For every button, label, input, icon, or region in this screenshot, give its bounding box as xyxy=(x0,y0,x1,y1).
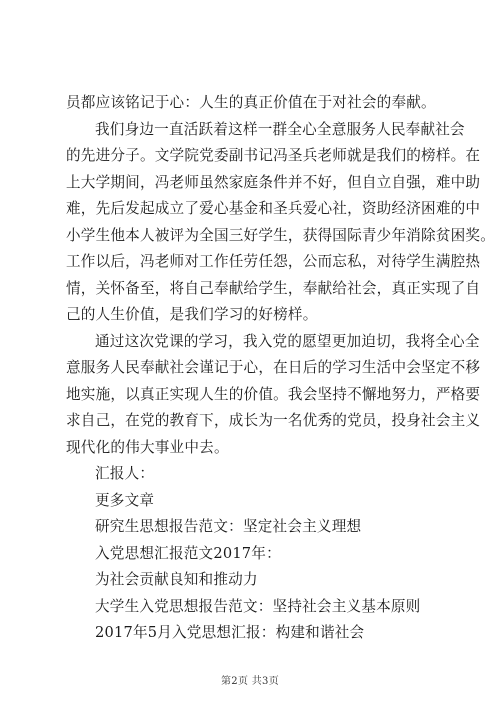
related-article-link[interactable]: 研究生思想报告范文：坚定社会主义理想 xyxy=(95,518,362,535)
body-line: 难，先后发起成立了爱心基金和圣兵爱心社，资助经济困难的中 xyxy=(66,200,481,217)
related-article-link[interactable]: 2017年5月入党思想汇报：构建和谐社会 xyxy=(95,624,365,641)
body-line: 求自己，在党的教育下，成长为一名优秀的党员，投身社会主义 xyxy=(66,412,481,429)
reporter-label: 汇报人： xyxy=(95,465,155,482)
page-number: 第2页 共3页 xyxy=(220,676,279,687)
paragraph-start-line: 通过这次党课的学习，我入党的愿望更加迫切，我将全心全 xyxy=(95,332,480,350)
body-line: 上大学期间，冯老师虽然家庭条件并不好，但自立自强，难中助 xyxy=(66,173,481,191)
related-article-link[interactable]: 大学生入党思想报告范文：坚持社会主义基本原则 xyxy=(95,597,421,615)
body-line: 的先进分子。文学院党委副书记冯圣兵老师就是我们的榜样。在 xyxy=(66,147,481,164)
body-line: 己的人生价值，是我们学习的好榜样。 xyxy=(66,306,318,323)
body-line: 小学生他本人被评为全国三好学生，获得国际青少年消除贫困奖。 xyxy=(66,226,496,244)
body-line: 意服务人民奉献社会谨记于心，在日后的学习生活中会坚定不移 xyxy=(66,359,481,376)
related-article-link[interactable]: 入党思想汇报范文2017年： xyxy=(95,544,281,562)
body-line: 员都应该铭记于心：人生的真正价值在于对社会的奉献。 xyxy=(66,94,436,111)
more-articles-heading: 更多文章 xyxy=(95,491,155,509)
body-line: 工作以后，冯老师对工作任劳任怨，公而忘私，对待学生满腔热 xyxy=(66,253,481,270)
related-article-link[interactable]: 为社会贡献良知和推动力 xyxy=(95,571,258,588)
body-line: 情，关怀备至，将自己奉献给学生，奉献给社会，真正实现了自 xyxy=(66,279,481,297)
document-body xyxy=(66,90,496,647)
paragraph-start-line: 我们身边一直活跃着这样一群全心全意服务人民奉献社会 xyxy=(95,120,465,138)
body-line: 现代化的伟大事业中去。 xyxy=(66,438,229,456)
body-line: 地实施，以真正实现人生的价值。我会坚持不懈地努力，严格要 xyxy=(66,385,481,403)
